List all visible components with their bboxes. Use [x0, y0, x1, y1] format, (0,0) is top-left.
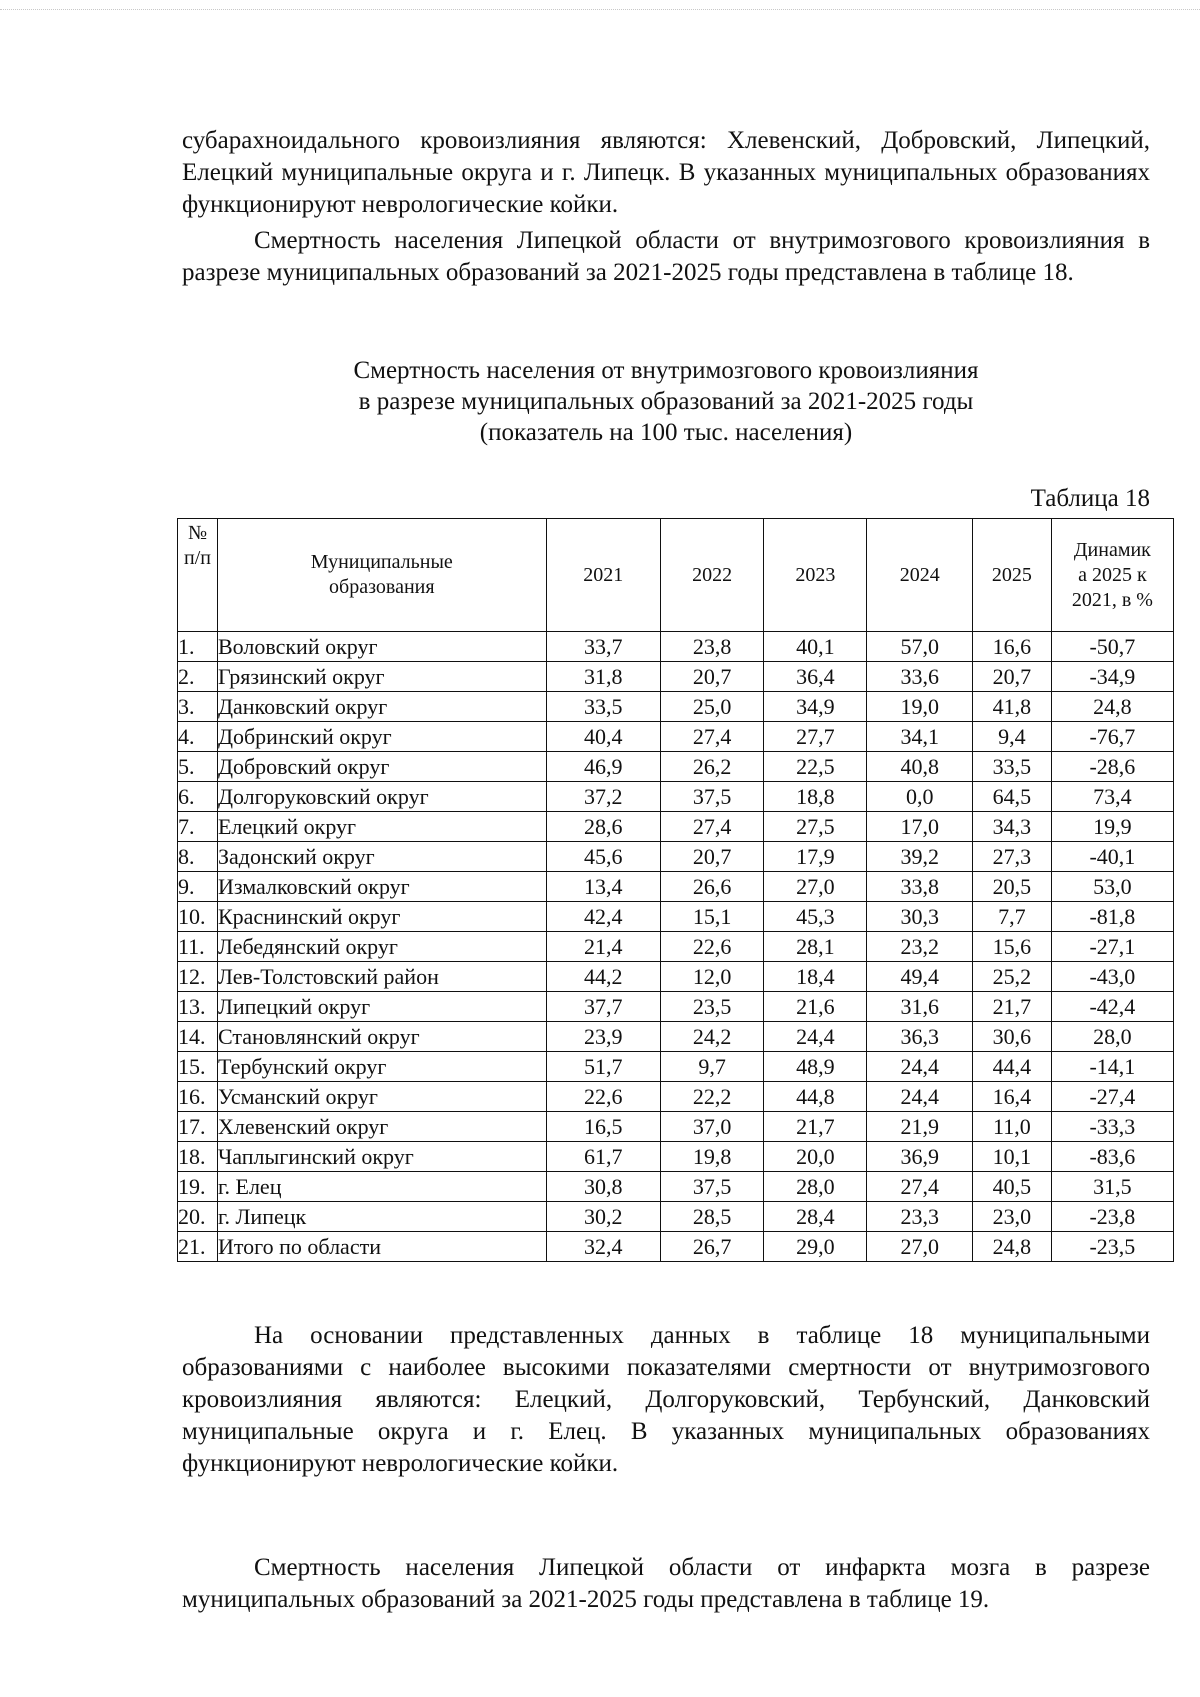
value-2024: 36,3 — [867, 1022, 972, 1052]
table-row — [178, 782, 1174, 812]
municipality-name: Данковский округ — [217, 692, 546, 722]
table-row — [178, 1172, 1174, 1202]
header-year-2022: 2022 — [660, 519, 763, 632]
value-2023: 29,0 — [764, 1232, 867, 1262]
value-2023: 36,4 — [764, 662, 867, 692]
value-2024: 33,8 — [867, 872, 972, 902]
municipality-name: Становлянский округ — [217, 1022, 546, 1052]
header-dynamics — [1051, 519, 1173, 632]
value-2023: 27,7 — [764, 722, 867, 752]
value-2023: 45,3 — [764, 902, 867, 932]
dynamics-percent: -81,8 — [1051, 902, 1173, 932]
value-2022: 15,1 — [660, 902, 763, 932]
header-municipality — [217, 519, 546, 632]
value-2024: 24,4 — [867, 1082, 972, 1112]
row-number: 3. — [178, 692, 218, 722]
value-2021: 44,2 — [546, 962, 660, 992]
value-2025: 15,6 — [972, 932, 1051, 962]
value-2025: 9,4 — [972, 722, 1051, 752]
value-2024: 0,0 — [867, 782, 972, 812]
value-2022: 24,2 — [660, 1022, 763, 1052]
paragraph-table-reference — [182, 225, 1150, 289]
value-2021: 30,2 — [546, 1202, 660, 1232]
municipality-name: Липецкий округ — [217, 992, 546, 1022]
row-number: 11. — [178, 932, 218, 962]
table-row — [178, 992, 1174, 1022]
dynamics-percent: -40,1 — [1051, 842, 1173, 872]
value-2021: 42,4 — [546, 902, 660, 932]
value-2023: 20,0 — [764, 1142, 867, 1172]
municipality-name: г. Елец — [217, 1172, 546, 1202]
municipality-name: Хлевенский округ — [217, 1112, 546, 1142]
header-dynamics-line-3: 2021, в % — [1071, 588, 1153, 611]
dynamics-percent: -23,8 — [1051, 1202, 1173, 1232]
value-2022: 27,4 — [660, 812, 763, 842]
dynamics-percent: -23,5 — [1051, 1232, 1173, 1262]
paragraph-conclusion — [182, 1320, 1150, 1480]
value-2022: 26,6 — [660, 872, 763, 902]
mortality-table — [177, 518, 1174, 1262]
table-row — [178, 1202, 1174, 1232]
value-2023: 27,5 — [764, 812, 867, 842]
municipality-name: Измалковский округ — [217, 872, 546, 902]
row-number: 19. — [178, 1172, 218, 1202]
value-2025: 16,4 — [972, 1082, 1051, 1112]
value-2022: 22,6 — [660, 932, 763, 962]
dynamics-percent: 73,4 — [1051, 782, 1173, 812]
value-2024: 17,0 — [867, 812, 972, 842]
table-row — [178, 1112, 1174, 1142]
paragraph-next-table — [182, 1552, 1150, 1616]
table-row — [178, 1082, 1174, 1112]
value-2021: 16,5 — [546, 1112, 660, 1142]
row-number: 10. — [178, 902, 218, 932]
value-2023: 18,4 — [764, 962, 867, 992]
municipality-name: Долгоруковский округ — [217, 782, 546, 812]
table-row — [178, 1142, 1174, 1172]
value-2023: 18,8 — [764, 782, 867, 812]
dynamics-percent: -27,1 — [1051, 932, 1173, 962]
dynamics-percent: -50,7 — [1051, 632, 1173, 662]
header-municipality-line-2: образования — [329, 576, 435, 598]
dynamics-percent: -43,0 — [1051, 962, 1173, 992]
value-2023: 28,0 — [764, 1172, 867, 1202]
value-2023: 21,6 — [764, 992, 867, 1022]
value-2024: 34,1 — [867, 722, 972, 752]
dynamics-percent: 28,0 — [1051, 1022, 1173, 1052]
header-year-2023: 2023 — [764, 519, 867, 632]
value-2023: 40,1 — [764, 632, 867, 662]
value-2024: 23,2 — [867, 932, 972, 962]
header-number-line-2: п/п — [184, 547, 211, 569]
value-2024: 33,6 — [867, 662, 972, 692]
value-2022: 25,0 — [660, 692, 763, 722]
table-caption-line-1: Смертность населения от внутримозгового кровоизлияния — [353, 357, 979, 384]
municipality-name: Добринский округ — [217, 722, 546, 752]
municipality-name: Итого по области — [217, 1232, 546, 1262]
row-number: 2. — [178, 662, 218, 692]
value-2023: 44,8 — [764, 1082, 867, 1112]
dynamics-percent: -33,3 — [1051, 1112, 1173, 1142]
row-number: 14. — [178, 1022, 218, 1052]
value-2025: 20,5 — [972, 872, 1051, 902]
table-row — [178, 1232, 1174, 1262]
row-number: 20. — [178, 1202, 218, 1232]
municipality-name: Воловский округ — [217, 632, 546, 662]
table-row — [178, 1052, 1174, 1082]
dynamics-percent: 24,8 — [1051, 692, 1173, 722]
table-row — [178, 662, 1174, 692]
table-body — [178, 632, 1174, 1262]
value-2024: 21,9 — [867, 1112, 972, 1142]
value-2022: 12,0 — [660, 962, 763, 992]
value-2025: 24,8 — [972, 1232, 1051, 1262]
value-2025: 30,6 — [972, 1022, 1051, 1052]
municipality-name: Чаплыгинский округ — [217, 1142, 546, 1172]
table-row — [178, 632, 1174, 662]
dynamics-percent: -83,6 — [1051, 1142, 1173, 1172]
paragraph-intro: субарахноидального кровоизлияния являются: Хлевенский, Добровский, Липецкий, Елецкий муниципальные округа и г. Липецк. В указанных муниципальных образованиях функционируют неврологические койки. — [182, 127, 1150, 218]
value-2025: 27,3 — [972, 842, 1051, 872]
dynamics-percent: 31,5 — [1051, 1172, 1173, 1202]
row-number: 1. — [178, 632, 218, 662]
header-year-2025: 2025 — [972, 519, 1051, 632]
value-2021: 21,4 — [546, 932, 660, 962]
value-2022: 22,2 — [660, 1082, 763, 1112]
paragraph-conclusion-text: На основании представленных данных в таблице 18 муниципальными образованиями с наиболее высокими показателями смертности от внутримозгового кровоизлияния являются: Елецкий, Долгоруковский, Тербунский, Данковский муниципальные округа и г. Елец. В указанных муниципальных образованиях функционируют неврологические койки. — [182, 1322, 1150, 1477]
row-number: 9. — [178, 872, 218, 902]
value-2024: 49,4 — [867, 962, 972, 992]
table-row — [178, 902, 1174, 932]
value-2022: 23,5 — [660, 992, 763, 1022]
row-number: 4. — [178, 722, 218, 752]
dynamics-percent: -27,4 — [1051, 1082, 1173, 1112]
value-2021: 28,6 — [546, 812, 660, 842]
table-caption — [182, 355, 1150, 448]
value-2025: 21,7 — [972, 992, 1051, 1022]
value-2021: 45,6 — [546, 842, 660, 872]
value-2023: 22,5 — [764, 752, 867, 782]
municipality-name: Тербунский округ — [217, 1052, 546, 1082]
value-2021: 37,2 — [546, 782, 660, 812]
municipality-name: Усманский округ — [217, 1082, 546, 1112]
value-2023: 28,1 — [764, 932, 867, 962]
header-year-2024: 2024 — [867, 519, 972, 632]
value-2021: 23,9 — [546, 1022, 660, 1052]
paragraph-next-table-text: Смертность населения Липецкой области от инфаркта мозга в разрезе муниципальных образований за 2021-2025 годы представлена в таблице 19. — [182, 1554, 1150, 1613]
value-2024: 39,2 — [867, 842, 972, 872]
value-2025: 10,1 — [972, 1142, 1051, 1172]
value-2021: 61,7 — [546, 1142, 660, 1172]
value-2025: 23,0 — [972, 1202, 1051, 1232]
table-row — [178, 962, 1174, 992]
value-2021: 51,7 — [546, 1052, 660, 1082]
value-2022: 20,7 — [660, 662, 763, 692]
dynamics-percent: -76,7 — [1051, 722, 1173, 752]
value-2021: 30,8 — [546, 1172, 660, 1202]
table-row — [178, 932, 1174, 962]
value-2024: 27,0 — [867, 1232, 972, 1262]
value-2021: 46,9 — [546, 752, 660, 782]
paragraph-table-reference-text: Смертность населения Липецкой области от внутримозгового кровоизлияния в разрезе муниципальных образований за 2021-2025 годы представлена в таблице 18. — [182, 227, 1150, 286]
header-municipality-line-1: Муниципальные — [310, 551, 453, 573]
value-2024: 27,4 — [867, 1172, 972, 1202]
header-number — [178, 519, 218, 632]
value-2023: 21,7 — [764, 1112, 867, 1142]
value-2022: 27,4 — [660, 722, 763, 752]
value-2024: 24,4 — [867, 1052, 972, 1082]
row-number: 7. — [178, 812, 218, 842]
row-number: 5. — [178, 752, 218, 782]
value-2025: 33,5 — [972, 752, 1051, 782]
value-2025: 11,0 — [972, 1112, 1051, 1142]
value-2024: 40,8 — [867, 752, 972, 782]
value-2025: 41,8 — [972, 692, 1051, 722]
value-2025: 20,7 — [972, 662, 1051, 692]
row-number: 13. — [178, 992, 218, 1022]
value-2025: 25,2 — [972, 962, 1051, 992]
table-caption-line-2: в разрезе муниципальных образований за 2021-2025 годы — [358, 388, 974, 415]
value-2024: 31,6 — [867, 992, 972, 1022]
value-2022: 9,7 — [660, 1052, 763, 1082]
row-number: 8. — [178, 842, 218, 872]
table-number-label: Таблица 18 — [1030, 485, 1150, 512]
value-2021: 40,4 — [546, 722, 660, 752]
value-2023: 48,9 — [764, 1052, 867, 1082]
row-number: 18. — [178, 1142, 218, 1172]
table-row — [178, 722, 1174, 752]
municipality-name: Лев-Толстовский район — [217, 962, 546, 992]
table-caption-line-3: (показатель на 100 тыс. населения) — [479, 419, 853, 446]
value-2022: 26,7 — [660, 1232, 763, 1262]
value-2022: 37,5 — [660, 782, 763, 812]
value-2023: 28,4 — [764, 1202, 867, 1232]
table-header-row — [178, 519, 1174, 632]
municipality-name: Грязинский округ — [217, 662, 546, 692]
table-row — [178, 842, 1174, 872]
value-2021: 33,7 — [546, 632, 660, 662]
scan-edge-line — [0, 9, 1200, 10]
header-year-2021: 2021 — [546, 519, 660, 632]
value-2022: 19,8 — [660, 1142, 763, 1172]
value-2021: 32,4 — [546, 1232, 660, 1262]
table-row — [178, 752, 1174, 782]
value-2022: 28,5 — [660, 1202, 763, 1232]
row-number: 16. — [178, 1082, 218, 1112]
value-2023: 24,4 — [764, 1022, 867, 1052]
dynamics-percent: 53,0 — [1051, 872, 1173, 902]
row-number: 6. — [178, 782, 218, 812]
value-2021: 13,4 — [546, 872, 660, 902]
row-number: 15. — [178, 1052, 218, 1082]
value-2021: 33,5 — [546, 692, 660, 722]
dynamics-percent: -42,4 — [1051, 992, 1173, 1022]
dynamics-percent: -14,1 — [1051, 1052, 1173, 1082]
value-2024: 23,3 — [867, 1202, 972, 1232]
municipality-name: Краснинский округ — [217, 902, 546, 932]
table-row — [178, 872, 1174, 902]
value-2022: 37,0 — [660, 1112, 763, 1142]
value-2023: 34,9 — [764, 692, 867, 722]
municipality-name: Елецкий округ — [217, 812, 546, 842]
table-row — [178, 812, 1174, 842]
value-2023: 17,9 — [764, 842, 867, 872]
row-number: 12. — [178, 962, 218, 992]
dynamics-percent: -34,9 — [1051, 662, 1173, 692]
dynamics-percent: 19,9 — [1051, 812, 1173, 842]
value-2024: 30,3 — [867, 902, 972, 932]
value-2022: 26,2 — [660, 752, 763, 782]
row-number: 17. — [178, 1112, 218, 1142]
value-2022: 23,8 — [660, 632, 763, 662]
value-2024: 36,9 — [867, 1142, 972, 1172]
municipality-name: г. Липецк — [217, 1202, 546, 1232]
value-2021: 37,7 — [546, 992, 660, 1022]
value-2024: 19,0 — [867, 692, 972, 722]
value-2025: 64,5 — [972, 782, 1051, 812]
municipality-name: Лебедянский округ — [217, 932, 546, 962]
value-2025: 16,6 — [972, 632, 1051, 662]
municipality-name: Задонский округ — [217, 842, 546, 872]
value-2025: 44,4 — [972, 1052, 1051, 1082]
value-2024: 57,0 — [867, 632, 972, 662]
value-2022: 20,7 — [660, 842, 763, 872]
value-2023: 27,0 — [764, 872, 867, 902]
municipality-name: Добровский округ — [217, 752, 546, 782]
value-2021: 22,6 — [546, 1082, 660, 1112]
table-row — [178, 1022, 1174, 1052]
value-2025: 7,7 — [972, 902, 1051, 932]
header-dynamics-line-2: а 2025 к — [1078, 563, 1147, 586]
value-2021: 31,8 — [546, 662, 660, 692]
header-dynamics-line-1: Динамик — [1073, 538, 1151, 561]
row-number: 21. — [178, 1232, 218, 1262]
table-row — [178, 692, 1174, 722]
header-number-line-1: № — [187, 522, 208, 544]
value-2025: 40,5 — [972, 1172, 1051, 1202]
value-2022: 37,5 — [660, 1172, 763, 1202]
dynamics-percent: -28,6 — [1051, 752, 1173, 782]
value-2025: 34,3 — [972, 812, 1051, 842]
